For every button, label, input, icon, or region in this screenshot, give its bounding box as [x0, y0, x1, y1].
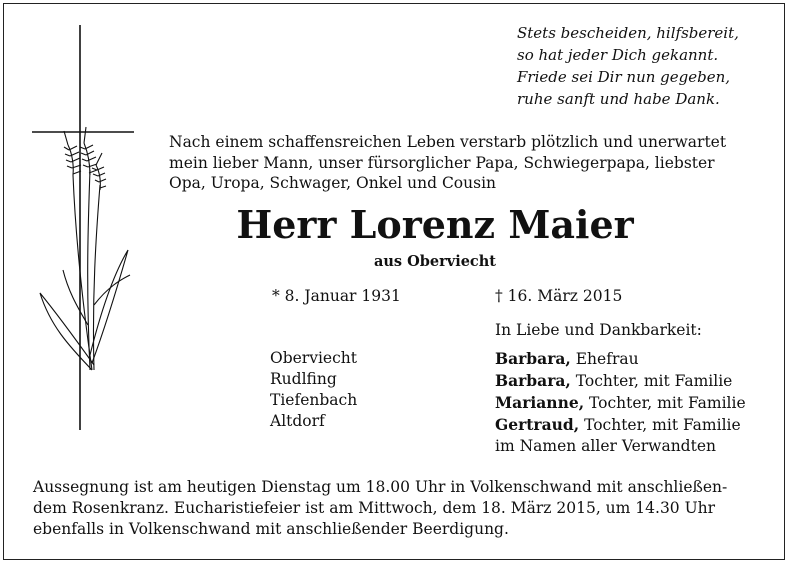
birth-date: * 8. Januar 1931 — [272, 287, 401, 305]
poem — [517, 22, 739, 110]
mourner-relation: Tochter, mit Familie — [570, 372, 733, 390]
place-item: Oberviecht — [270, 349, 357, 367]
place-item: Rudlfing — [270, 370, 337, 388]
death-date: † 16. März 2015 — [495, 287, 623, 305]
mourner-relation: Ehefrau — [570, 350, 639, 368]
mourner-name: Barbara, — [495, 349, 571, 368]
service-details — [33, 477, 763, 540]
poem-line: so hat jeder Dich gekannt. — [517, 46, 719, 64]
relatives-line: im Namen aller Verwandten — [495, 437, 716, 455]
mourners-list — [495, 348, 746, 457]
deceased-name: Herr Lorenz Maier — [236, 202, 634, 247]
footer-line: Aussegnung ist am heutigen Dienstag um 18.00 Uhr in Volkenschwand mit anschließen- — [33, 478, 728, 496]
poem-line: ruhe sanft und habe Dank. — [517, 90, 720, 108]
intro-text — [169, 132, 769, 194]
place-item: Altdorf — [270, 412, 325, 430]
mourner-item — [495, 370, 746, 392]
mourner-item — [495, 392, 746, 414]
place-item: Tiefenbach — [270, 391, 358, 409]
footer-line: ebenfalls in Volkenschwand mit anschließender Beerdigung. — [33, 520, 509, 538]
intro-line: mein lieber Mann, unser fürsorglicher Papa, Schwiegerpapa, liebster — [169, 153, 715, 172]
poem-line: Friede sei Dir nun gegeben, — [517, 68, 731, 86]
poem-line: Stets bescheiden, hilfsbereit, — [517, 24, 739, 42]
thanks-heading: In Liebe und Dankbarkeit: — [495, 321, 702, 339]
mourner-name: Marianne, — [495, 393, 585, 412]
mourner-relation: Tochter, mit Familie — [579, 416, 741, 434]
intro-line: Opa, Uropa, Schwager, Onkel und Cousin — [169, 174, 497, 192]
deceased-origin: aus Oberviecht — [373, 253, 496, 270]
mourner-item — [495, 348, 746, 370]
places-list — [270, 348, 357, 432]
mourner-relation: Tochter, mit Familie — [584, 394, 746, 412]
mourner-name: Gertraud, — [495, 415, 580, 434]
mourner-item — [495, 414, 746, 436]
mourner-name: Barbara, — [495, 371, 571, 390]
intro-line: Nach einem schaffensreichen Leben verstarb plötzlich und unerwartet — [169, 133, 727, 151]
footer-line: dem Rosenkranz. Eucharistiefeier ist am Mittwoch, dem 18. März 2015, um 14.30 Uhr — [33, 499, 716, 517]
